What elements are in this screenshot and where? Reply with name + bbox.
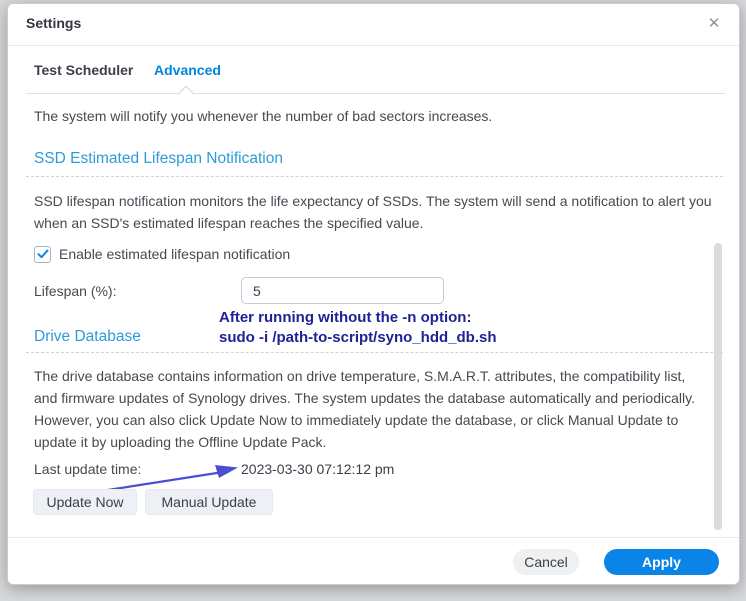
tab-test-scheduler[interactable]: Test Scheduler	[34, 62, 134, 78]
ssd-section-description: SSD lifespan notification monitors the life expectancy of SSDs. The system will send a notification to alert you when an SSD's estimated lifespan reaches the specified value.	[34, 193, 712, 231]
apply-button[interactable]: Apply	[604, 549, 719, 575]
settings-dialog	[7, 3, 740, 585]
close-icon[interactable]: ✕	[707, 15, 721, 32]
drive-database-heading: Drive Database	[34, 328, 141, 345]
ssd-section-divider	[26, 176, 723, 177]
drive-section-divider	[26, 352, 723, 353]
cancel-button[interactable]: Cancel	[513, 549, 579, 575]
update-now-button[interactable]: Update Now	[33, 489, 137, 515]
last-update-value: 2023-03-30 07:12:12 pm	[241, 461, 395, 477]
bad-sectors-notice: The system will notify you whenever the number of bad sectors increases.	[34, 108, 493, 124]
manual-update-button[interactable]: Manual Update	[145, 489, 273, 515]
handwritten-annotation	[219, 308, 497, 347]
enable-lifespan-row	[34, 244, 290, 264]
enable-lifespan-checkbox[interactable]	[34, 246, 51, 263]
annotation-line-2: sudo -i /path-to-script/syno_hdd_db.sh	[219, 328, 497, 346]
annotation-line-1: After running without the -n option:	[219, 309, 472, 326]
tab-divider	[26, 93, 725, 94]
footer-divider	[8, 537, 739, 538]
scrollbar-thumb[interactable]	[714, 243, 722, 530]
lifespan-row	[34, 277, 116, 304]
active-tab-caret	[178, 86, 195, 103]
header-divider	[8, 45, 739, 46]
enable-lifespan-label: Enable estimated lifespan notification	[59, 246, 291, 262]
drive-database-description: The drive database contains information on drive temperature, S.M.A.R.T. attributes, the compatibility list, and firmware updates of Synology drives. The system updates the database automatically and periodically. However, you can also click Update Now to immediately update the database, or click Manual Update to update it by uploading the Offline Update Pack.	[34, 368, 695, 450]
tab-advanced[interactable]: Advanced	[154, 62, 221, 78]
ssd-section-heading: SSD Estimated Lifespan Notification	[34, 150, 283, 167]
last-update-label: Last update time:	[34, 461, 142, 477]
check-icon	[37, 248, 49, 260]
lifespan-input[interactable]	[241, 277, 444, 304]
lifespan-label: Lifespan (%):	[34, 282, 117, 299]
dialog-title: Settings	[26, 15, 82, 31]
